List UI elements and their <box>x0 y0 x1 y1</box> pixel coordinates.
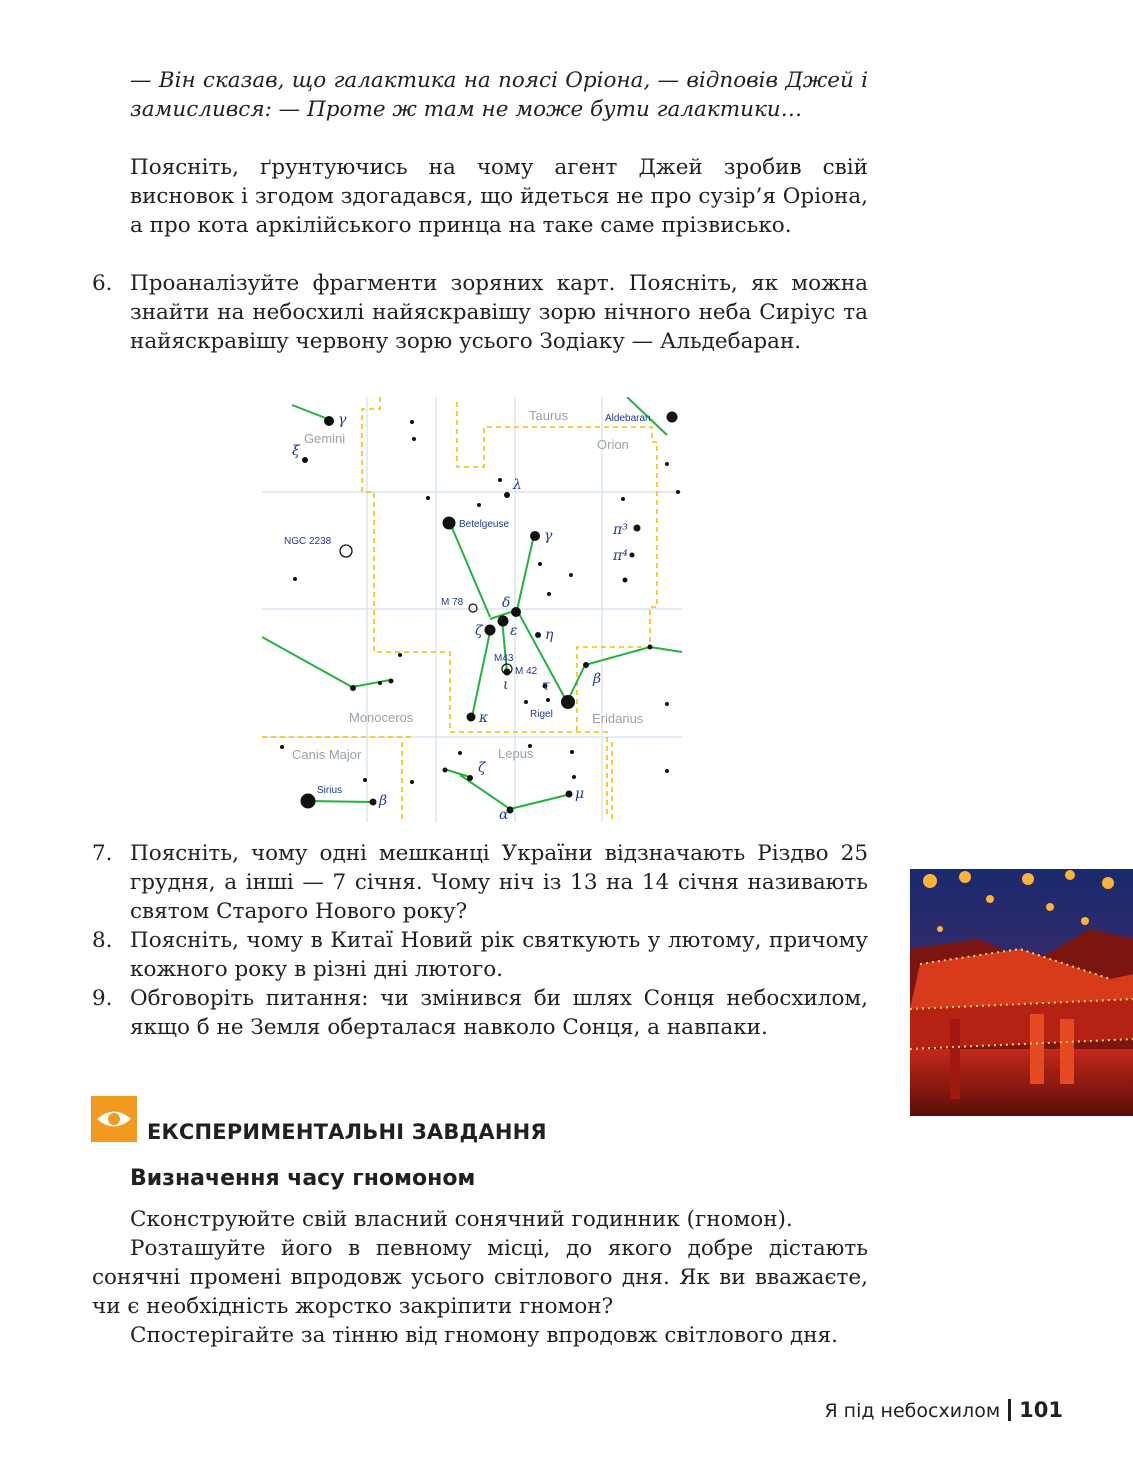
label-gemini: Gemini <box>304 431 346 446</box>
label-monoceros: Monoceros <box>349 710 414 725</box>
greek-lambda: λ <box>513 477 522 493</box>
label-rigel: Rigel <box>530 709 553 720</box>
experimental-body <box>92 1205 868 1350</box>
task-7 <box>92 839 868 926</box>
greek-alpha: α <box>499 807 509 822</box>
greek-kappa: κ <box>479 710 489 726</box>
orion-star-map <box>262 397 682 822</box>
task-text: Проаналізуйте фрагменти зоряних карт. Поясніть, як можна знайти на небосхилі найяскравішу зорю нічного неба Сиріус та найяскравішу червону зорю усього Зодіаку — Альдебаран. <box>130 271 868 354</box>
task-9 <box>92 984 868 1042</box>
label-taurus: Taurus <box>529 408 569 423</box>
intro-question: Поясніть, ґрунтуючись на чому агент Джей зробив свій висновок і згодом здогадався, що йдеться не про сузір’я Оріона, а про кота аркілійського принца на таке саме прізвисько. <box>130 155 868 238</box>
eye-icon <box>91 1096 137 1142</box>
label-m43: M43 <box>494 653 514 664</box>
label-aldebaran: Aldebaran <box>605 413 651 424</box>
footer-divider <box>1008 1399 1011 1421</box>
task-text: Поясніть, чому в Китаї Новий рік святкують у лютому, причому кожного року в різні дні лютого. <box>130 928 868 982</box>
label-canis-major: Canis Major <box>292 747 362 762</box>
greek-pi4: π⁴ <box>613 548 628 564</box>
greek-beta-2: β <box>379 793 388 809</box>
greek-iota: ι <box>503 677 509 693</box>
label-eridanus: Eridanus <box>592 711 644 726</box>
page-footer <box>824 1398 1063 1422</box>
label-ngc2238: NGC 2238 <box>284 536 332 547</box>
greek-delta: δ <box>502 595 511 611</box>
task-number: 9. <box>92 986 113 1011</box>
task-8 <box>92 926 868 984</box>
greek-mu: μ <box>575 786 585 802</box>
task-number: 7. <box>92 841 113 866</box>
greek-gamma-2: γ <box>544 528 553 544</box>
label-betelgeuse: Betelgeuse <box>459 519 510 530</box>
experimental-heading: ЕКСПЕРИМЕНТАЛЬНІ ЗАВДАННЯ <box>147 1120 547 1144</box>
greek-tau: τ <box>542 678 550 694</box>
greek-pi3: π³ <box>613 522 628 538</box>
greek-gamma: γ <box>338 412 347 428</box>
experimental-paragraph: Сконструюйте свій власний сонячний годинник (гномон). <box>130 1207 793 1232</box>
experimental-subheading: Визначення часу гномоном <box>130 1166 476 1191</box>
greek-epsilon: ε <box>510 623 518 639</box>
label-lepus: Lepus <box>498 746 534 761</box>
task-text: Поясніть, чому одні мешканці України відзначають Різдво 25 грудня, а інші — 7 січня. Чому ніч із 13 на 14 січня називають святом Старого Нового року? <box>130 841 868 924</box>
intro-question-block <box>130 153 868 240</box>
intro-quote: — Він сказав, що галактика на поясі Оріона, — відповів Джей і замислився: — Проте ж там не може бути галактики… <box>130 68 868 122</box>
task-number: 6. <box>92 271 113 296</box>
task-text: Обговоріть питання: чи змінився би шлях Сонця небосхилом, якщо б не Земля оберталася навколо Сонця, а навпаки. <box>130 986 868 1040</box>
greek-zeta-2: ζ <box>478 760 486 776</box>
greek-xi: ξ <box>292 443 300 459</box>
label-orion: Orion <box>597 437 629 452</box>
page-number: 101 <box>1019 1398 1063 1422</box>
greek-beta: β <box>593 671 602 687</box>
experimental-paragraph: Розташуйте його в певному місці, до якого добре дістають сонячні промені впродовж усього світлового дня. Як ви вважаєте, чи є необхідність жорстко закріпити гномон? <box>92 1236 868 1319</box>
label-m78: M 78 <box>441 597 464 608</box>
intro-quote-block <box>130 66 868 124</box>
label-sirius: Sirius <box>317 785 343 796</box>
task-number: 8. <box>92 928 113 953</box>
experimental-paragraph: Спостерігайте за тінню від гномону впродовж світлового дня. <box>130 1323 838 1348</box>
greek-zeta: ζ <box>475 623 483 639</box>
label-m42: M 42 <box>515 666 538 677</box>
greek-eta: η <box>545 627 554 643</box>
section-title: Я під небосхилом <box>824 1400 1001 1422</box>
chinese-temple-photo <box>910 869 1133 1116</box>
task-6 <box>92 269 868 356</box>
